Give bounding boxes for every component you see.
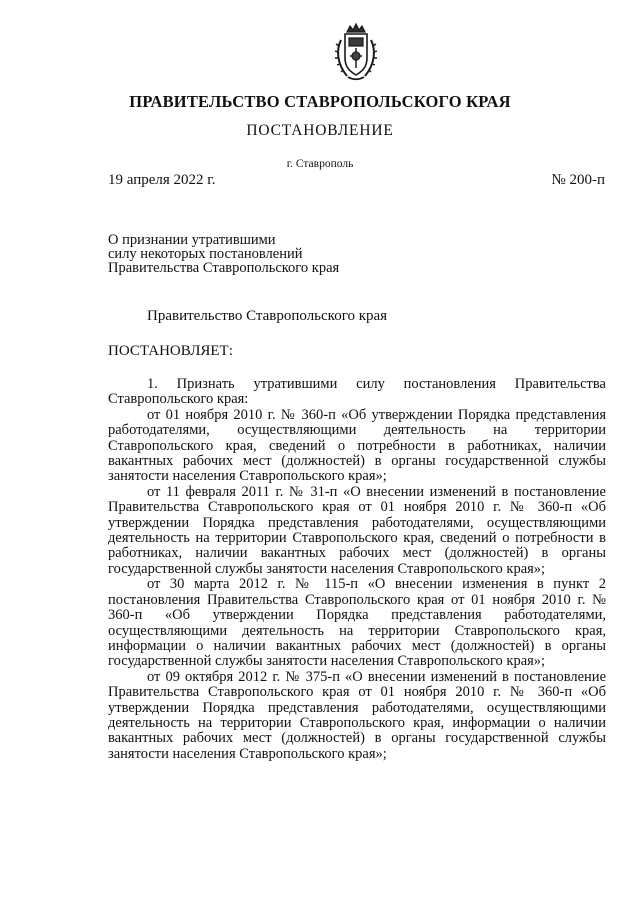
issuer: Правительство Ставропольского края	[147, 308, 388, 324]
body-paragraph: от 01 ноября 2010 г. № 360-п «Об утверждении Порядка представления работодателями, осуществляющими деятельность на территории Ставропольского края, сведений о потребности в работниках, наличии вакантных рабочих мест (должностей) в органы государственной службы занятости населения Ставропольского края»;	[108, 406, 606, 485]
coat-of-arms-icon	[333, 22, 379, 82]
body-paragraph: от 30 марта 2012 г. № 115-п «О внесении изменения в пункт 2 постановления Правительства Ставропольского края от 01 ноября 2010 г. № 360-п «Об утверждении Порядка представления работодателями, осуществляющими деятельность на территории Ставропольского края, информации о наличии вакантных рабочих мест (должностей) в органы государственной службы занятости населения Ставропольского края»;	[108, 576, 606, 670]
body-paragraph: 1. Признать утратившими силу постановления Правительства Ставропольского края:	[108, 376, 606, 408]
body-paragraph: от 09 октября 2012 г. № 375-п «О внесении изменений в постановление Правительства Ставропольского края от 01 ноября 2010 г. № 360-п «Об утверждении Порядка представления работодателями, осуществляющими деятельность на территории Ставропольского края, информации о наличии вакантных рабочих мест (должностей) в органы государственной службы занятости населения Ставропольского края»;	[108, 668, 606, 762]
document-subject	[108, 233, 339, 275]
subject-line: О признании утратившими	[108, 232, 276, 248]
document-date: 19 апреля 2022 г.	[108, 172, 216, 188]
document-body	[108, 377, 606, 762]
government-title: ПРАВИТЕЛЬСТВО СТАВРОПОЛЬСКОГО КРАЯ	[129, 92, 511, 111]
subject-line: Правительства Ставропольского края	[108, 260, 340, 276]
resolves-heading: ПОСТАНОВЛЯЕТ:	[108, 343, 233, 359]
document-number: № 200-п	[551, 172, 605, 188]
city: г. Ставрополь	[286, 158, 354, 170]
body-paragraph: от 11 февраля 2011 г. № 31-п «О внесении изменений в постановление Правительства Ставропольского края от 01 ноября 2010 г. № 360-п «Об утверждении Порядка представления работодателями, осуществляющими деятельность на территории Ставропольского края, сведений о потребности в работниках, наличии вакантных рабочих мест (должностей) в органы государственной службы занятости населения Ставропольского края»;	[108, 483, 606, 577]
document-type: ПОСТАНОВЛЕНИЕ	[246, 122, 394, 139]
subject-line: силу некоторых постановлений	[108, 246, 303, 262]
